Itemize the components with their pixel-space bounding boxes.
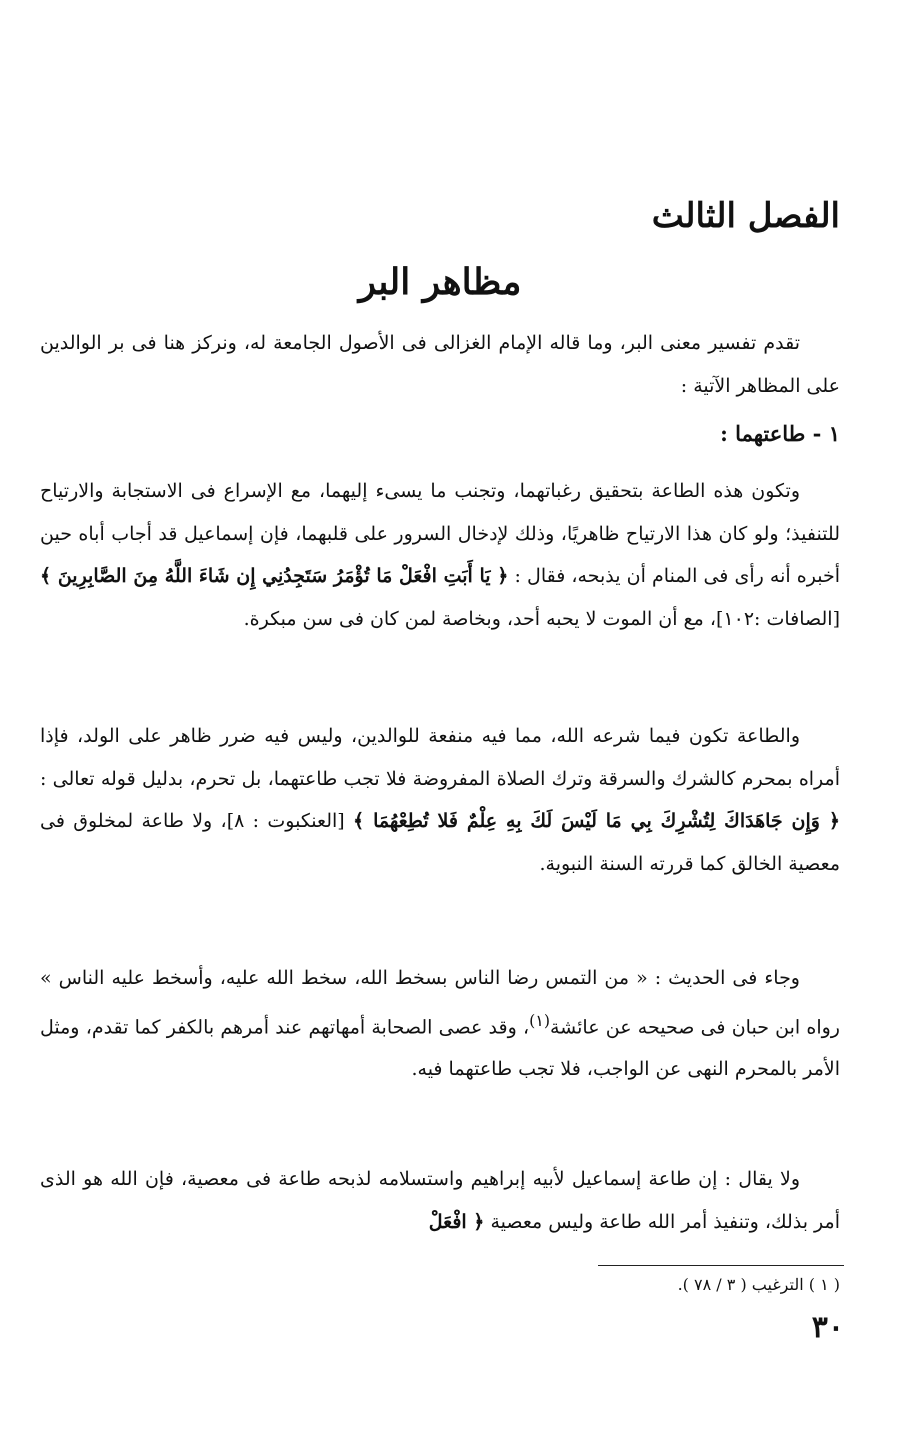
paragraph-3-text-a: والطاعة تكون فيما شرعه الله، مما فيه منفعة للوالدين، وليس فيه ضرر ظاهر على الولد، فإذا أمراه بمحرم كالشرك والسرقة وترك الصلاة المفروضة فلا تجب طاعتهما، بل تحرم، بدليل قوله تعالى : bbox=[40, 725, 840, 790]
paragraph-5-text-a: ولا يقال : إن طاعة إسماعيل لأبيه إبراهيم واستسلامه لذبحه طاعة فى معصية، فإن الله هو الذى أمر بذلك، وتنفيذ أمر الله طاعة وليس معصية bbox=[40, 1168, 840, 1233]
footnote-reference: (١) bbox=[529, 1010, 550, 1030]
quran-quote: ﴿ افْعَلْ bbox=[428, 1210, 485, 1233]
paragraph-4-text-b: ، وقد عصى الصحابة أمهاتهم عند أمرهم بالكفر كما تقدم، ومثل الأمر بالمحرم النهى عن الواجب، فلا تجب طاعتهما فيه. bbox=[40, 1015, 840, 1081]
intro-paragraph bbox=[40, 322, 840, 407]
footnote-divider bbox=[598, 1265, 844, 1266]
chapter-heading: الفصل الثالث bbox=[651, 196, 840, 236]
paragraph-2 bbox=[40, 470, 840, 640]
paragraph-2-text-a: وتكون هذه الطاعة بتحقيق رغباتهما، وتجنب ما يسىء إليهما، مع الإسراع فى الاستجابة والارتياح للتنفيذ؛ ولو كان هذا الارتياح ظاهريًا، وذلك لإدخال السرور على قلبهما، فإن إسماعيل قد أجاب أباه حين أخبره أنه رأى فى المنام أن يذبحه، فقال : bbox=[40, 480, 840, 587]
quran-quote: ﴿ يَا أَبَتِ افْعَلْ مَا تُؤْمَرُ سَتَجِدُنِي إِن شَاءَ اللَّهُ مِنَ الصَّابِرِينَ ﴾ bbox=[40, 565, 509, 587]
paragraph-3 bbox=[40, 715, 840, 885]
paragraph-2-text-b: [الصافات :١٠٢]، مع أن الموت لا يحبه أحد، وبخاصة لمن كان فى سن مبكرة. bbox=[243, 607, 840, 630]
footnote: ( ١ ) الترغيب ( ٣ / ٧٨ ). bbox=[677, 1275, 840, 1294]
paragraph-5 bbox=[40, 1158, 840, 1243]
paragraph-4-text-a: وجاء فى الحديث : « من التمس رضا الناس بسخط الله، سخط الله عليه، وأسخط عليه الناس » رواه ابن حبان فى صحيحه عن عائشة bbox=[40, 967, 840, 1038]
subheading-obedience: ١ - طاعتهما : bbox=[720, 421, 840, 446]
paragraph-4 bbox=[40, 957, 840, 1091]
intro-text: تقدم تفسير معنى البر، وما قاله الإمام الغزالى فى الأصول الجامعة له، ونركز هنا فى بر الوالدين على المظاهر الآتية : bbox=[40, 332, 840, 397]
page-number: ٣٠ bbox=[811, 1310, 844, 1345]
section-title: مظاهر البر bbox=[358, 261, 522, 303]
quran-quote: ﴿ وَإِن جَاهَدَاكَ لِتُشْرِكَ بِي مَا لَيْسَ لَكَ بِهِ عِلْمٌ فَلا تُطِعْهُمَا ﴾ bbox=[353, 810, 840, 832]
paragraph-3-text-b: [العنكبوت : ٨]، ولا طاعة لمخلوق فى معصية الخالق كما قررته السنة النبوية. bbox=[40, 810, 840, 875]
